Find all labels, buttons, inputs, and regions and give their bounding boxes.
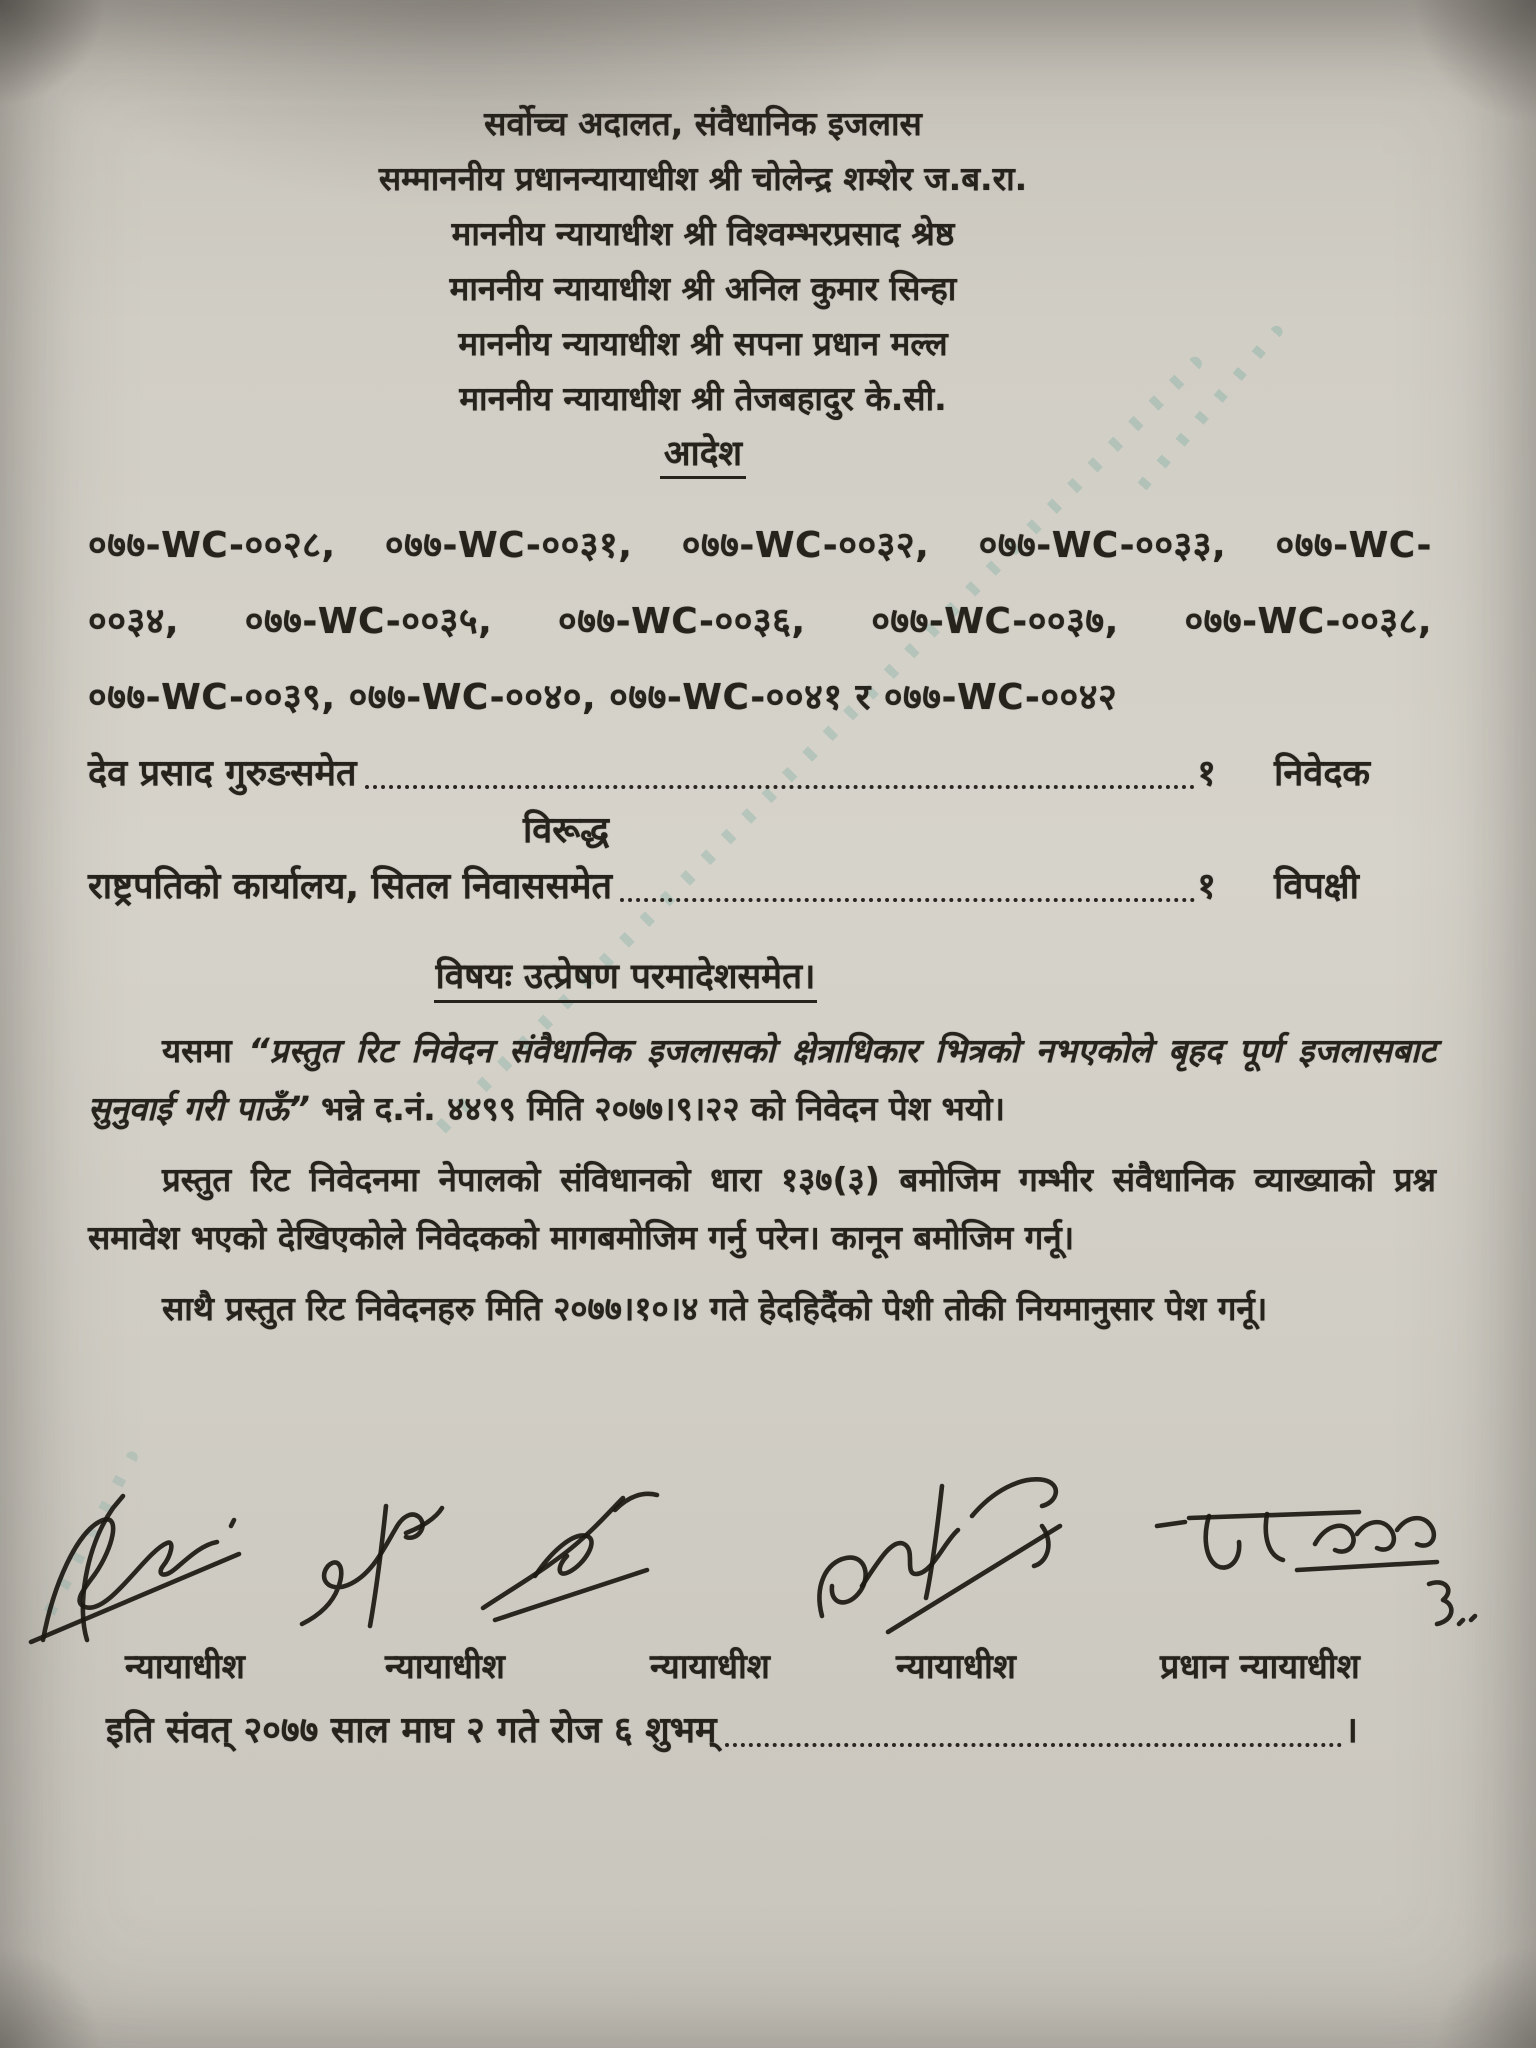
judge-line-4: माननीय न्यायाधीश श्री सपना प्रधान मल्ल [458,324,948,363]
petitioner-count: १ [1197,753,1216,794]
document-header [40,96,1366,482]
order-heading: आदेश [40,426,1366,482]
order-body [88,1022,1436,1338]
para1-quote: “प्रस्तुत रिट निवेदन संवैधानिक इजलासको क्षेत्राधिकार भित्रको नभएकोले बृहद पूर्ण इजलासबाट सुनुवाई गरी पाऊँ” [88,1031,1436,1128]
judge-signature-3 [465,1478,670,1643]
closing-line [106,1706,1358,1756]
body-paragraph-2: प्रस्तुत रिट निवेदनमा नेपालको संविधानको धारा १३७(३) बमोजिम गम्भीर संवैधानिक व्याख्याको प्रश्न समावेश भएको देखिएकोले निवेदकको मागबमोजिम गर्नु परेन। कानून बमोजिम गर्नू। [88,1160,1436,1257]
case-number-line: ०७७-WC-००२८, ०७७-WC-००३१, ०७७-WC-००३२, ०७७-WC-००३३, ०७७-WC- [88,525,1432,566]
closing-text: इति संवत् २०७७ साल माघ २ गते रोज ६ शुभम् [106,1710,717,1751]
respondent-role: विपक्षी [1274,866,1359,907]
para1-rest: भन्ने द.नं. ४४९९ मिति २०७७।९।२२ को निवेदन पेश भयो। [309,1089,1006,1128]
subject-line: विषयः उत्प्रेषण परमादेशसमेत। [85,952,1166,999]
dotted-leader [620,898,1195,902]
case-number-line: ००३४, ०७७-WC-००३५, ०७७-WC-००३६, ०७७-WC-००३७, ०७७-WC-००३८, [88,601,1432,642]
signature-labels-row [0,1642,1536,1692]
judge-signature-2 [288,1496,448,1641]
parties-section [88,748,1444,913]
court-title: सर्वोच्च अदालत, संवैधानिक इजलास [484,104,922,143]
signature-label-4: न्यायाधीश [896,1647,1016,1687]
dotted-leader [725,1743,1343,1747]
signature-label-3: न्यायाधीश [650,1647,770,1687]
signature-label-2: न्यायाधीश [385,1647,505,1687]
petitioner-row [88,748,1444,800]
respondent-name: राष्ट्रपतिको कार्यालय, सितल निवाससमेत [88,866,613,907]
closing-danda: । [1344,1710,1358,1751]
petitioner-name: देव प्रसाद गुरुङसमेत [88,753,357,794]
body-paragraph-1 [88,1022,1436,1138]
respondent-row [88,861,1444,913]
para1-lead: यसमा [162,1031,249,1070]
case-number-list [88,508,1432,736]
signature-label-1: न्यायाधीश [125,1647,245,1687]
case-number-line: ०७७-WC-००३९, ०७७-WC-००४०, ०७७-WC-००४१ र ०७७-WC-००४२ [88,677,1118,718]
judge-line-1: सम्माननीय प्रधानन्यायाधीश श्री चोलेन्द्र शम्शेर ज.ब.रा. [378,159,1028,198]
petitioner-role: निवेदक [1274,753,1371,794]
judge-signature-1 [25,1490,255,1655]
chief-justice-signature [1145,1472,1485,1647]
respondent-count: १ [1197,866,1216,907]
body-paragraph-3: साथै प्रस्तुत रिट निवेदनहरु मिति २०७७।१०।४ गते हेदहिदैंको पेशी तोकी नियमानुसार पेश गर्नू। [162,1289,1268,1328]
judge-line-5: माननीय न्यायाधीश श्री तेजबहादुर के.सी. [459,379,947,418]
judge-line-2: माननीय न्यायाधीश श्री विश्वम्भरप्रसाद श्रेष्ठ [451,214,955,253]
dotted-leader [365,785,1196,789]
judge-signature-4 [790,1464,1095,1659]
signature-label-5: प्रधान न्यायाधीश [1160,1647,1360,1687]
judge-line-3: माननीय न्यायाधीश श्री अनिल कुमार सिन्हा [449,269,957,308]
versus-label: विरूद्ध [522,810,610,851]
